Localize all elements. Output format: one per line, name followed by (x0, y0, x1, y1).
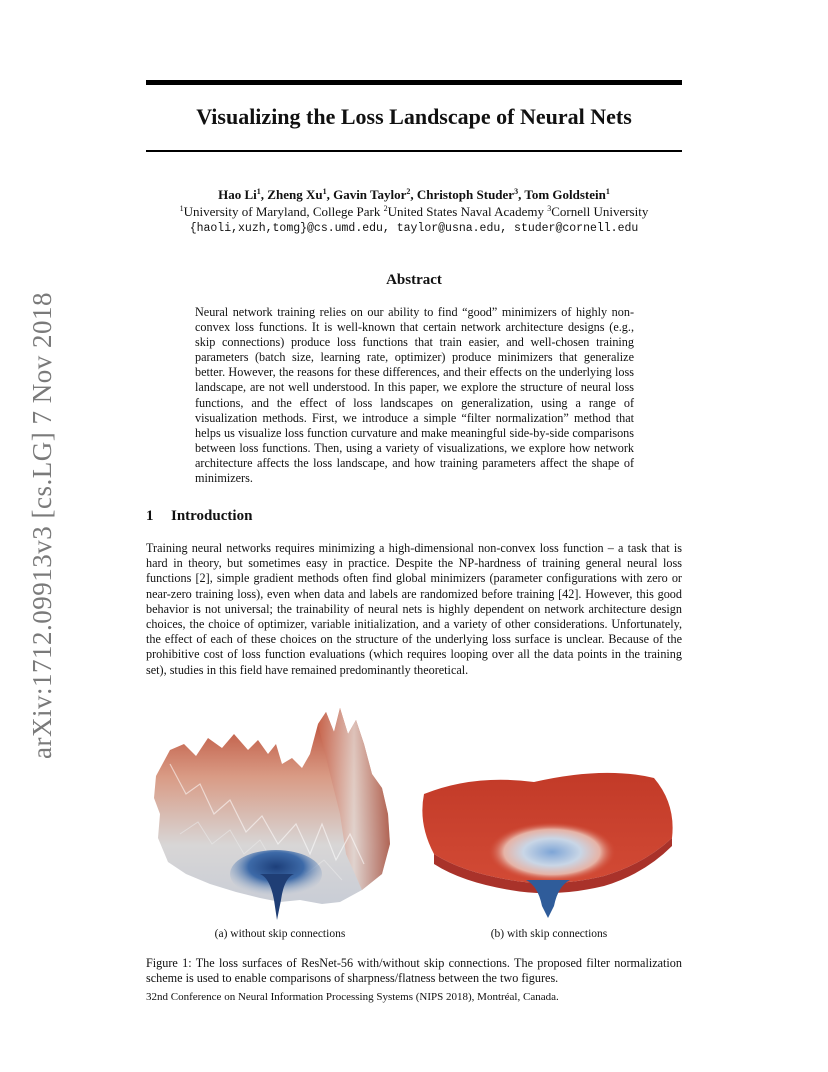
affiliation: United States Naval Academy (387, 204, 548, 219)
subcaption-b: (b) with skip connections (490, 928, 608, 940)
arxiv-sidebar-stamp (22, 290, 62, 760)
author-affiliation-mark: 1 (322, 187, 327, 196)
section-heading (146, 508, 252, 525)
figure-surface-with-skip (414, 704, 684, 924)
paper-title: Visualizing the Loss Landscape of Neural Nets (196, 104, 632, 129)
author-affiliation-mark: 1 (256, 187, 261, 196)
author-affiliation-mark: 3 (514, 187, 519, 196)
author-name: Gavin Taylor (333, 187, 407, 202)
affiliation: Cornell University (551, 204, 649, 219)
section-title: Introduction (171, 508, 253, 524)
intro-paragraph: Training neural networks requires minimizing a high-dimensional non-convex loss function – a task that is hard in theory, but sometimes easy in practice. Despite the NP-hardness of training general neural loss functions [2], simple gradient methods often find global minimizers (parameter configurations with zero or near-zero training loss), even when data and labels are randomized before training [42]. However, this good behavior is not universal; the trainability of neural nets is highly dependent on network architecture design choices, the choice of optimizer, variable initialization, and a variety of other considerations. Unfortunately, the effect of each of these choices on the structure of the underlying loss surface is unclear. Because of the prohibitive cost of loss function evaluations (which requires looping over all the data points in the training set), studies in this field have remained predominantly theoretical. (146, 541, 682, 677)
figure-surface-without-skip (150, 704, 410, 924)
author-name: Tom Goldstein (524, 187, 606, 202)
section-number: 1 (146, 508, 154, 524)
abstract-heading: Abstract (386, 272, 442, 288)
affiliation-mark: 1 (179, 204, 184, 213)
author-affiliation-mark: 2 (406, 187, 411, 196)
title-rule-top (146, 80, 682, 85)
affiliation-list (146, 203, 682, 220)
affiliation-mark: 2 (383, 204, 388, 213)
author-block (146, 186, 682, 237)
author-affiliation-mark: 1 (605, 187, 610, 196)
author-emails: {haoli,xuzh,tomg}@cs.umd.edu, taylor@usna.edu, studer@cornell.edu (189, 222, 639, 235)
author-name: Christoph Studer (416, 187, 515, 202)
author-name: Zheng Xu (267, 187, 323, 202)
loss-surface-smooth-image (414, 704, 684, 924)
affiliation: University of Maryland, College Park (183, 204, 384, 219)
abstract-text: Neural network training relies on our ability to find “good” minimizers of highly non-convex loss functions. It is well-known that certain network architecture designs (e.g., skip connections) produce loss functions that train easier, and well-chosen training parameters (batch size, learning rate, optimizer) produce minimizers that generalize better. However, the reasons for these differences, and their effects on the underlying loss landscape, are not well understood. In this paper, we explore the structure of neural loss functions, and the effect of loss landscapes on generalization, using a range of visualization methods. First, we introduce a simple “filter normalization” method that helps us visualize loss function curvature and make meaningful side-by-side comparisons between loss functions. Then, using a variety of visualizations, we explore how network architecture affects the loss landscape, and how training parameters affect the shape of minimizers. (195, 305, 634, 486)
subcaption-a: (a) without skip connections (214, 928, 346, 940)
title-rule-bottom (146, 150, 682, 152)
affiliation-mark: 3 (547, 204, 552, 213)
arxiv-id: arXiv:1712.09913v3 [cs.LG] 7 Nov 2018 (26, 291, 57, 759)
loss-surface-chaotic-image (150, 704, 410, 924)
figure-caption: Figure 1: The loss surfaces of ResNet-56 with/without skip connections. The proposed filter normalization scheme is used to enable comparisons of sharpness/flatness between the two figures. (146, 956, 682, 986)
author-name: Hao Li (218, 187, 257, 202)
conference-footnote: 32nd Conference on Neural Information Processing Systems (NIPS 2018), Montréal, Canada. (146, 991, 559, 1003)
author-list: Hao Li$^1$, Zheng Xu$^1$, Gavin Taylor$^2$, Christoph Studer$^3$, Tom Goldstein$^1$ (218, 187, 610, 202)
